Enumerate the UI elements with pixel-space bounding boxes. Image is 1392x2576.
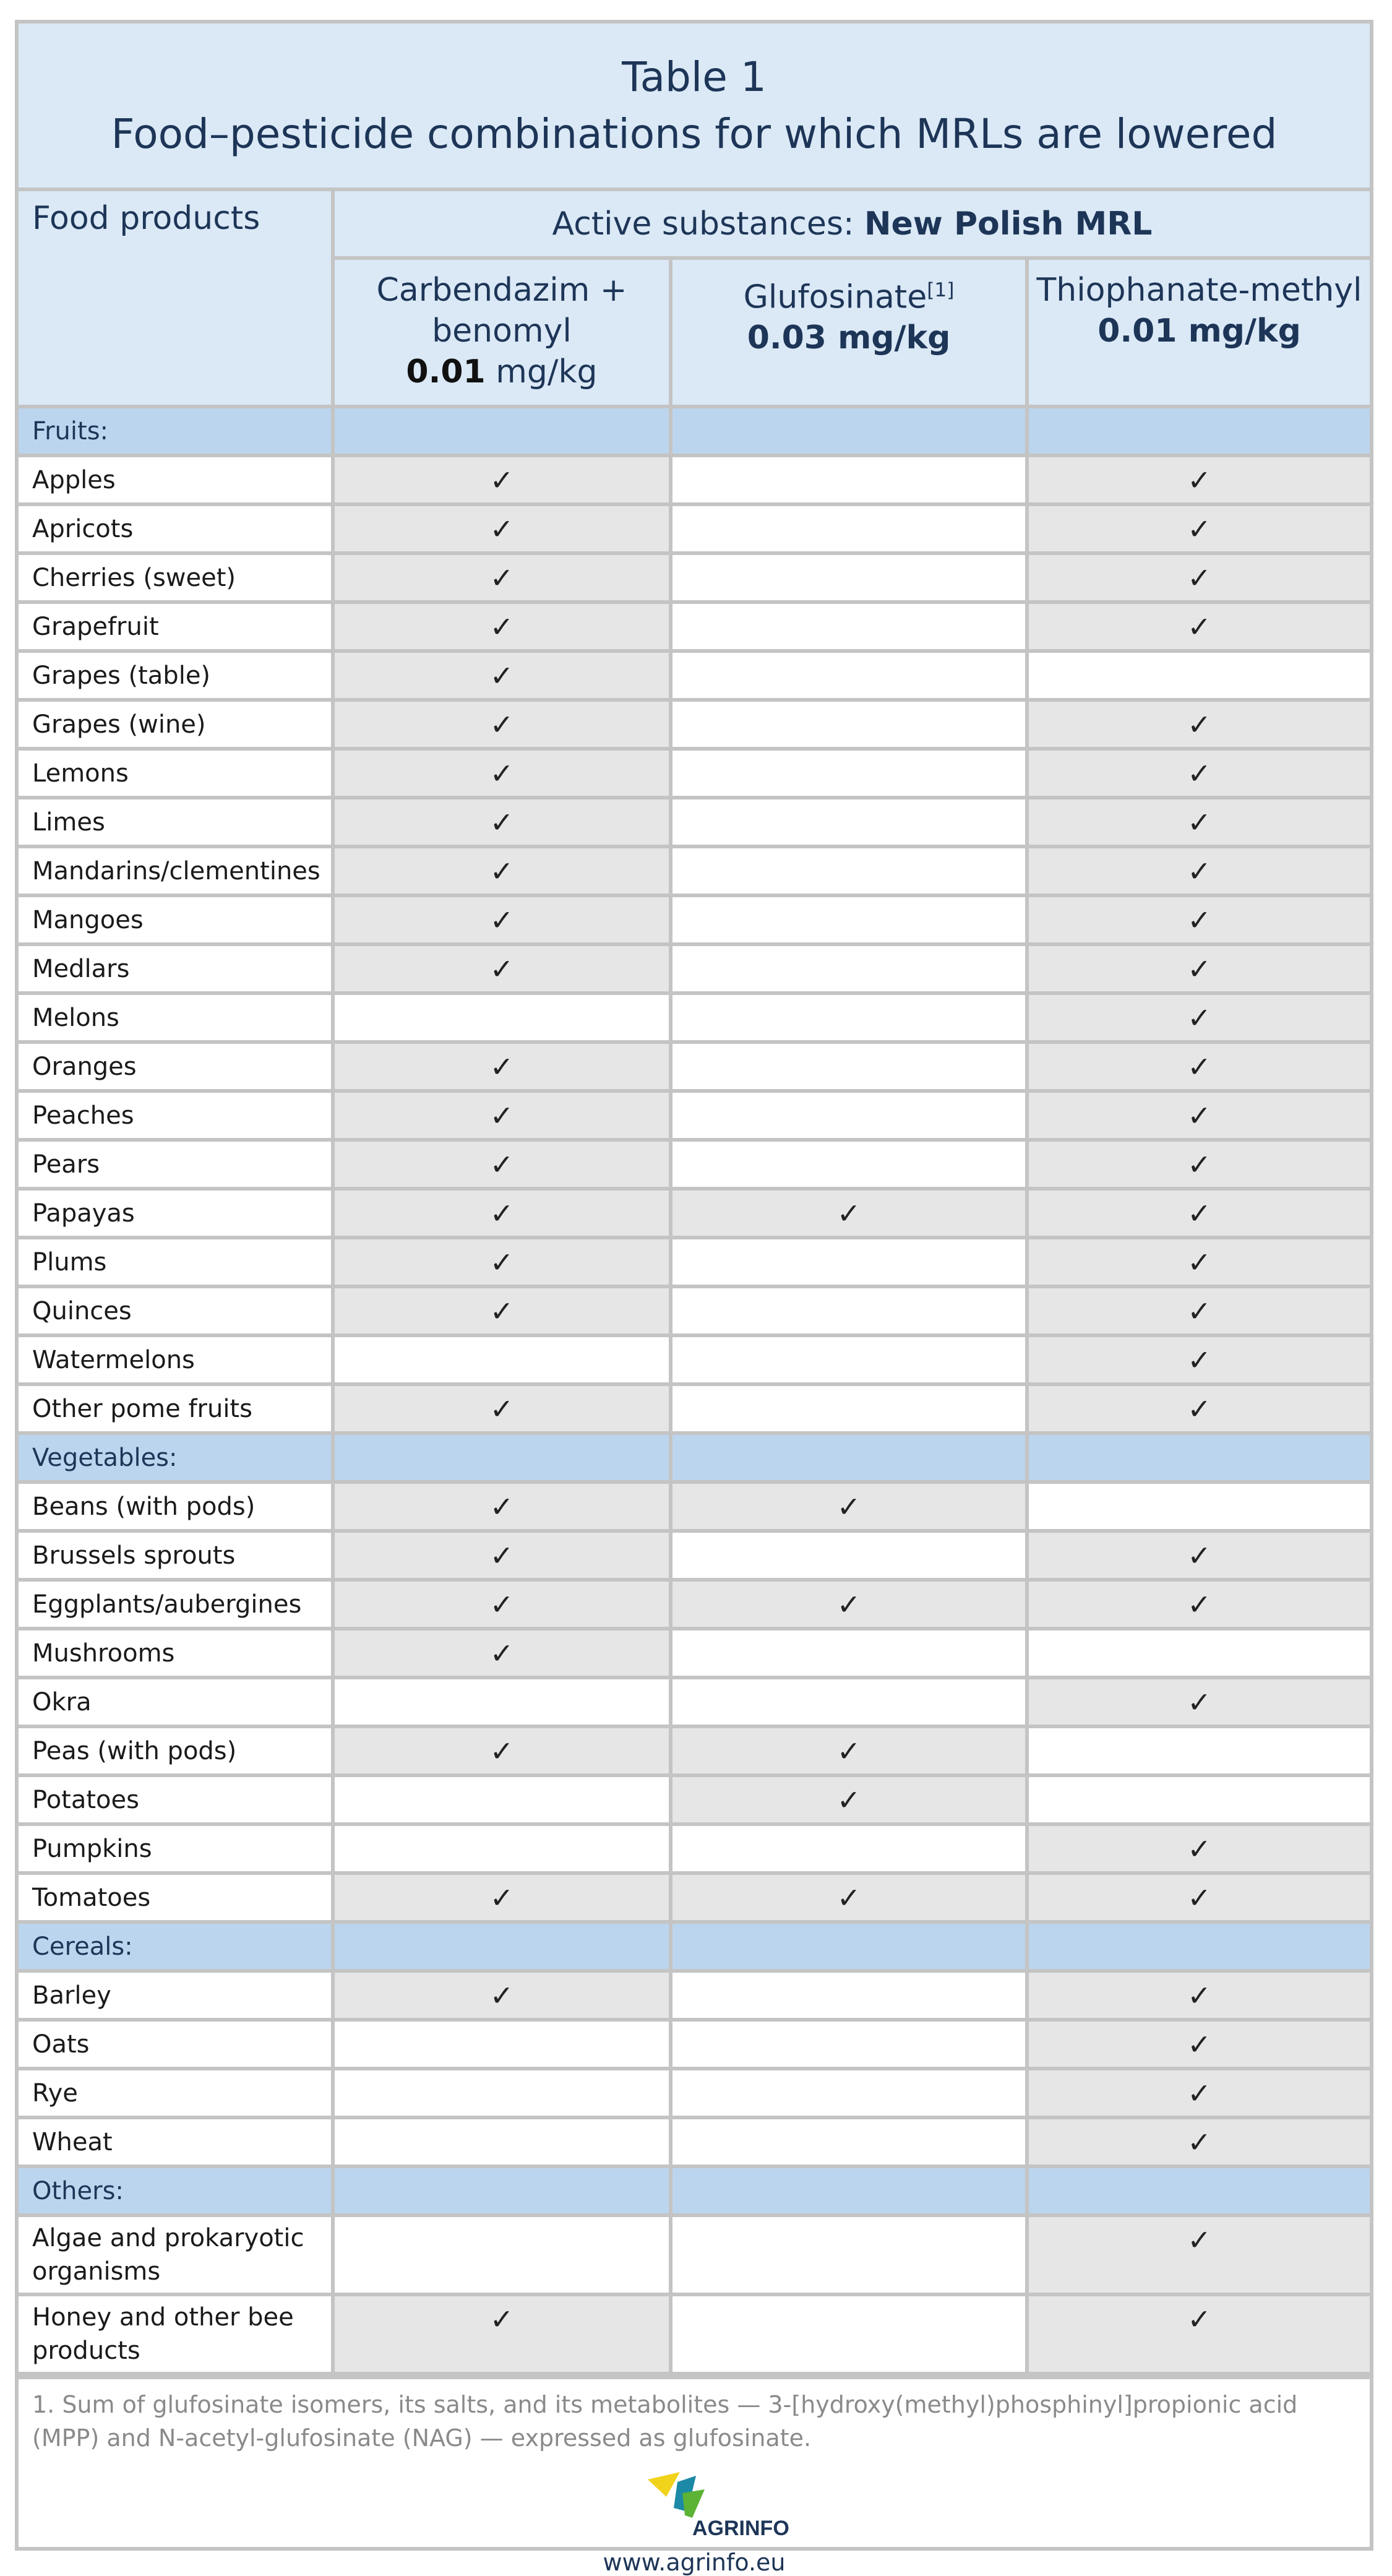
table-row (19, 602, 1370, 651)
category-row (19, 2166, 1370, 2215)
food-name: Medlars (19, 944, 333, 993)
check-mark: ✓ (333, 1726, 671, 1775)
table-row (19, 1238, 1370, 1286)
check-mark: ✓ (1027, 1335, 1370, 1384)
table-row (19, 1482, 1370, 1531)
empty-cell (671, 1384, 1027, 1433)
food-name: Grapes (wine) (19, 700, 333, 749)
table-row (19, 553, 1370, 602)
food-name: Lemons (19, 749, 333, 798)
check-mark: ✓ (333, 602, 671, 651)
food-name: Peas (with pods) (19, 1726, 333, 1775)
check-mark: ✓ (1027, 1140, 1370, 1189)
check-mark: ✓ (333, 1580, 671, 1629)
empty-cell (671, 651, 1027, 700)
food-name: Eggplants/aubergines (19, 1580, 333, 1629)
empty-cell (1027, 1629, 1370, 1678)
food-name: Cherries (sweet) (19, 553, 333, 602)
food-name: Oats (19, 2020, 333, 2069)
table-row (19, 1873, 1370, 1922)
empty-cell (671, 1335, 1027, 1384)
empty-cell (333, 1775, 671, 1824)
table-row (19, 895, 1370, 944)
category-label: Others: (19, 2166, 333, 2215)
check-mark: ✓ (1027, 553, 1370, 602)
food-name: Papayas (19, 1189, 333, 1238)
check-mark: ✓ (333, 553, 671, 602)
empty-cell (671, 1824, 1027, 1873)
check-mark: ✓ (333, 1629, 671, 1678)
table-number: Table 1 (622, 53, 767, 101)
empty-cell (671, 1629, 1027, 1678)
food-name: Barley (19, 1971, 333, 2020)
empty-cell (333, 1678, 671, 1726)
empty-cell (671, 1971, 1027, 2020)
category-cell (333, 1433, 671, 1482)
empty-cell (671, 2069, 1027, 2117)
empty-cell (333, 2069, 671, 2117)
food-name: Beans (with pods) (19, 1482, 333, 1531)
table-row (19, 1580, 1370, 1629)
category-cell (333, 2166, 671, 2215)
check-mark: ✓ (333, 700, 671, 749)
table-row (19, 1824, 1370, 1873)
table-row (19, 1629, 1370, 1678)
empty-cell (671, 798, 1027, 846)
check-mark: ✓ (1027, 1678, 1370, 1726)
footnote-ref[interactable]: [1] (927, 279, 955, 301)
check-mark: ✓ (333, 2294, 671, 2374)
empty-cell (671, 1286, 1027, 1335)
check-mark: ✓ (671, 1873, 1027, 1922)
check-mark: ✓ (671, 1775, 1027, 1824)
empty-cell (671, 553, 1027, 602)
empty-cell (333, 2020, 671, 2069)
check-mark: ✓ (333, 1384, 671, 1433)
check-mark: ✓ (1027, 1286, 1370, 1335)
substance-name: Thiophanate-methyl (1036, 272, 1362, 309)
check-mark: ✓ (333, 944, 671, 993)
check-mark: ✓ (1027, 2215, 1370, 2294)
table-row (19, 1726, 1370, 1775)
table-row (19, 1091, 1370, 1140)
table-row (19, 1531, 1370, 1580)
empty-cell (671, 1091, 1027, 1140)
food-name: Brussels sprouts (19, 1531, 333, 1580)
check-mark: ✓ (1027, 1042, 1370, 1091)
food-name: Watermelons (19, 1335, 333, 1384)
check-mark: ✓ (333, 651, 671, 700)
check-mark: ✓ (333, 895, 671, 944)
category-cell (671, 1433, 1027, 1482)
empty-cell (1027, 651, 1370, 700)
check-mark: ✓ (1027, 1971, 1370, 2020)
logo-text: AGRINFO (692, 2517, 789, 2540)
check-mark: ✓ (1027, 455, 1370, 504)
food-name: Mandarins/clementines (19, 846, 333, 895)
category-row (19, 1922, 1370, 1971)
header-thiophanate-methyl (1027, 258, 1370, 407)
table-row (19, 1189, 1370, 1238)
check-mark: ✓ (1027, 895, 1370, 944)
header-carbendazim (333, 258, 671, 407)
category-cell (333, 1922, 671, 1971)
table-body (19, 407, 1370, 2374)
check-mark: ✓ (671, 1580, 1027, 1629)
table-row (19, 2294, 1370, 2374)
food-name: Pears (19, 1140, 333, 1189)
check-mark: ✓ (333, 1873, 671, 1922)
check-mark: ✓ (1027, 1873, 1370, 1922)
empty-cell (333, 1824, 671, 1873)
check-mark: ✓ (333, 749, 671, 798)
table-row (19, 993, 1370, 1042)
table-row (19, 1971, 1370, 2020)
food-name: Melons (19, 993, 333, 1042)
header-glufosinate (671, 258, 1027, 407)
table-row (19, 1140, 1370, 1189)
food-name: Limes (19, 798, 333, 846)
table-row (19, 455, 1370, 504)
logo-area (19, 2468, 1370, 2576)
food-name: Wheat (19, 2117, 333, 2166)
check-mark: ✓ (333, 504, 671, 553)
empty-cell (671, 846, 1027, 895)
substance-mrl: 0.01 mg/kg (1098, 312, 1301, 350)
substance-mrl: 0.01 mg/kg (406, 353, 598, 390)
check-mark: ✓ (333, 1091, 671, 1140)
check-mark: ✓ (333, 798, 671, 846)
check-mark: ✓ (333, 1531, 671, 1580)
table-row (19, 944, 1370, 993)
check-mark: ✓ (1027, 1189, 1370, 1238)
empty-cell (671, 1042, 1027, 1091)
check-mark: ✓ (333, 1140, 671, 1189)
table-row (19, 1286, 1370, 1335)
mrl-table (19, 191, 1370, 2376)
table-row (19, 700, 1370, 749)
title-box (19, 24, 1370, 191)
check-mark: ✓ (333, 1482, 671, 1531)
empty-cell (671, 2117, 1027, 2166)
table-row (19, 504, 1370, 553)
category-cell (671, 1922, 1027, 1971)
food-name: Rye (19, 2069, 333, 2117)
empty-cell (333, 1335, 671, 1384)
check-mark: ✓ (333, 846, 671, 895)
category-label: Fruits: (19, 407, 333, 455)
check-mark: ✓ (1027, 1580, 1370, 1629)
empty-cell (671, 749, 1027, 798)
food-name: Potatoes (19, 1775, 333, 1824)
check-mark: ✓ (333, 1971, 671, 2020)
empty-cell (333, 2215, 671, 2294)
table-row (19, 1384, 1370, 1433)
category-cell (671, 2166, 1027, 2215)
empty-cell (671, 700, 1027, 749)
food-name: Honey and other bee products (19, 2294, 333, 2374)
empty-cell (671, 602, 1027, 651)
table-row (19, 651, 1370, 700)
check-mark: ✓ (1027, 2117, 1370, 2166)
header-active-substances (333, 191, 1370, 258)
category-row (19, 1433, 1370, 1482)
food-name: Oranges (19, 1042, 333, 1091)
category-cell (1027, 2166, 1370, 2215)
check-mark: ✓ (1027, 1384, 1370, 1433)
table-row (19, 2020, 1370, 2069)
food-name: Apples (19, 455, 333, 504)
check-mark: ✓ (333, 1286, 671, 1335)
table-row (19, 798, 1370, 846)
empty-cell (671, 993, 1027, 1042)
check-mark: ✓ (1027, 993, 1370, 1042)
check-mark: ✓ (671, 1482, 1027, 1531)
food-name: Grapes (table) (19, 651, 333, 700)
check-mark: ✓ (1027, 798, 1370, 846)
empty-cell (671, 1678, 1027, 1726)
food-name: Algae and prokaryotic organisms (19, 2215, 333, 2294)
empty-cell (1027, 1775, 1370, 1824)
food-name: Plums (19, 1238, 333, 1286)
check-mark: ✓ (1027, 700, 1370, 749)
food-name: Pumpkins (19, 1824, 333, 1873)
check-mark: ✓ (1027, 1531, 1370, 1580)
table-row (19, 2069, 1370, 2117)
check-mark: ✓ (1027, 602, 1370, 651)
category-cell (1027, 1922, 1370, 1971)
empty-cell (1027, 1726, 1370, 1775)
check-mark: ✓ (333, 1238, 671, 1286)
table-row (19, 1335, 1370, 1384)
table-row (19, 846, 1370, 895)
active-prefix: Active substances: (552, 205, 865, 243)
check-mark: ✓ (1027, 2020, 1370, 2069)
table-row (19, 2215, 1370, 2294)
food-name: Mangoes (19, 895, 333, 944)
table-title: Food–pesticide combinations for which MRLs are lowered (111, 110, 1278, 158)
empty-cell (671, 1531, 1027, 1580)
check-mark: ✓ (1027, 2294, 1370, 2374)
check-mark: ✓ (1027, 1091, 1370, 1140)
check-mark: ✓ (1027, 1238, 1370, 1286)
empty-cell (333, 2117, 671, 2166)
table-row (19, 1678, 1370, 1726)
active-bold: New Polish MRL (864, 205, 1153, 243)
empty-cell (671, 1140, 1027, 1189)
category-label: Cereals: (19, 1922, 333, 1971)
substance-name: Glufosinate[1] (743, 278, 955, 316)
check-mark: ✓ (1027, 1824, 1370, 1873)
check-mark: ✓ (1027, 749, 1370, 798)
food-name: Okra (19, 1678, 333, 1726)
check-mark: ✓ (333, 455, 671, 504)
food-name: Quinces (19, 1286, 333, 1335)
food-name: Apricots (19, 504, 333, 553)
food-name: Grapefruit (19, 602, 333, 651)
category-cell (333, 407, 671, 455)
check-mark: ✓ (333, 1042, 671, 1091)
empty-cell (1027, 1482, 1370, 1531)
check-mark: ✓ (671, 1726, 1027, 1775)
empty-cell (671, 455, 1027, 504)
empty-cell (671, 944, 1027, 993)
category-cell (1027, 407, 1370, 455)
food-name: Mushrooms (19, 1629, 333, 1678)
footnote: 1. Sum of glufosinate isomers, its salts, and its metabolites — 3-[hydroxy(methyl)phosphinyl]propionic acid (MPP) and N-acetyl-glufosinate (NAG) — expressed as glufosinate. (19, 2376, 1370, 2455)
check-mark: ✓ (1027, 944, 1370, 993)
empty-cell (671, 504, 1027, 553)
empty-cell (671, 2020, 1027, 2069)
check-mark: ✓ (1027, 504, 1370, 553)
check-mark: ✓ (1027, 846, 1370, 895)
category-cell (1027, 1433, 1370, 1482)
empty-cell (671, 2294, 1027, 2374)
category-cell (671, 407, 1027, 455)
header-food-products: Food products (19, 191, 333, 407)
table-row (19, 1042, 1370, 1091)
substance-name: Carbendazim + benomyl (376, 272, 627, 350)
food-name: Other pome fruits (19, 1384, 333, 1433)
empty-cell (671, 895, 1027, 944)
check-mark: ✓ (671, 1189, 1027, 1238)
table-row (19, 1775, 1370, 1824)
table-row (19, 2117, 1370, 2166)
food-name: Tomatoes (19, 1873, 333, 1922)
table-frame (15, 20, 1373, 2576)
category-label: Vegetables: (19, 1433, 333, 1482)
empty-cell (671, 1238, 1027, 1286)
check-mark: ✓ (333, 1189, 671, 1238)
logo-url[interactable]: www.agrinfo.eu (603, 2549, 786, 2576)
food-name: Peaches (19, 1091, 333, 1140)
agrinfo-logo-icon (623, 2468, 789, 2543)
check-mark: ✓ (1027, 2069, 1370, 2117)
empty-cell (333, 993, 671, 1042)
category-row (19, 407, 1370, 455)
empty-cell (671, 2215, 1027, 2294)
substance-mrl: 0.03 mg/kg (747, 319, 951, 357)
table-row (19, 749, 1370, 798)
